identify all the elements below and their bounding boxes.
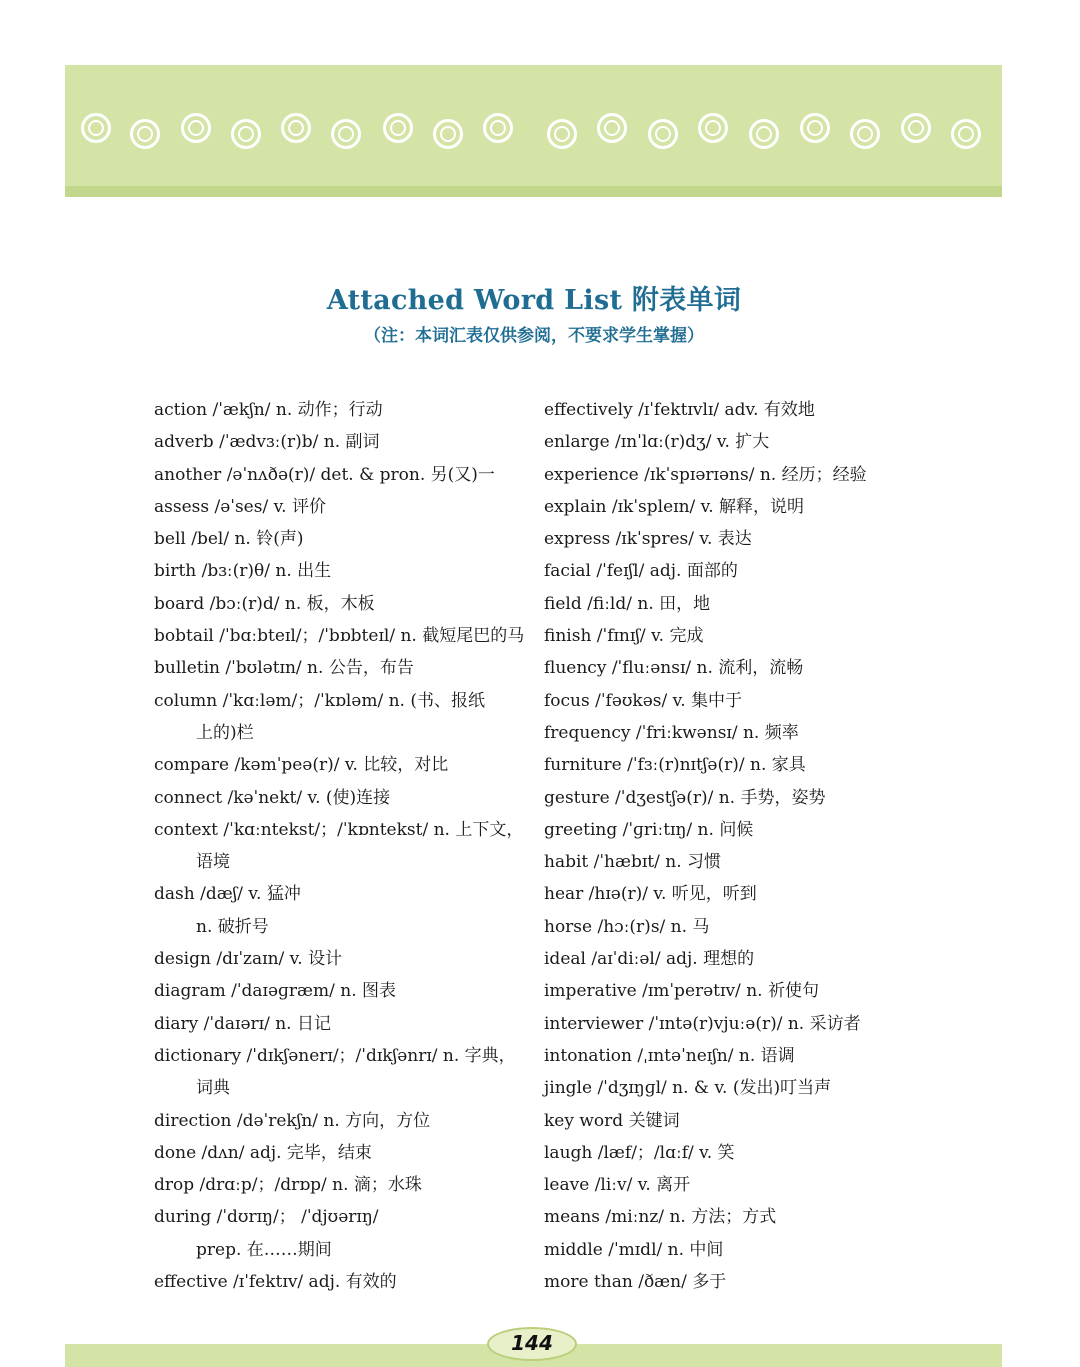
word-entry: dash /dæʃ/ v. 猛冲 <box>154 884 301 905</box>
ring-icon <box>698 113 728 143</box>
word-entry: diary /ˈdaɪərɪ/ n. 日记 <box>154 1013 331 1034</box>
word-entry: adverb /ˈædvɜː(r)b/ n. 副词 <box>154 432 380 453</box>
ring-icon <box>547 119 577 149</box>
word-entry: habit /ˈhæbɪt/ n. 习惯 <box>544 852 722 873</box>
word-entry: express /ɪkˈspres/ v. 表达 <box>544 529 752 550</box>
word-entry: frequency /ˈfriːkwənsɪ/ n. 频率 <box>544 722 799 743</box>
ring-icon <box>81 113 111 143</box>
word-entry: key word 关键词 <box>544 1110 680 1131</box>
ring-icon <box>281 113 311 143</box>
word-entry: drop /drɑːp/；/drɒp/ n. 滴；水珠 <box>154 1175 422 1196</box>
word-entry: bell /bel/ n. 铃(声) <box>154 529 304 550</box>
ring-icon <box>951 119 981 149</box>
word-entry: hear /hɪə(r)/ v. 听见，听到 <box>544 884 757 905</box>
word-entry: enlarge /ɪnˈlɑː(r)dʒ/ v. 扩大 <box>544 432 770 453</box>
word-list-right-column <box>544 394 944 1298</box>
word-entry: finish /ˈfɪnɪʃ/ v. 完成 <box>544 626 704 647</box>
ring-icon <box>383 113 413 143</box>
word-entry: context /ˈkɑːntekst/；/ˈkɒntekst/ n. 上下文， <box>154 819 524 840</box>
word-entry: interviewer /ˈɪntə(r)vjuːə(r)/ n. 采访者 <box>544 1013 861 1034</box>
word-entry: diagram /ˈdaɪəɡræm/ n. 图表 <box>154 981 397 1002</box>
ring-icon <box>749 119 779 149</box>
word-entry: ideal /aɪˈdiːəl/ adj. 理想的 <box>544 949 755 970</box>
word-entry: furniture /ˈfɜː(r)nɪtʃə(r)/ n. 家具 <box>544 755 806 776</box>
word-entry: focus /ˈfəʊkəs/ v. 集中于 <box>544 690 743 711</box>
word-entry: bulletin /ˈbʊlətɪn/ n. 公告，布告 <box>154 658 414 679</box>
word-entry-continuation: n. 破折号 <box>196 916 269 937</box>
ring-icon <box>181 113 211 143</box>
word-entry: facial /ˈfeɪʃl/ adj. 面部的 <box>544 561 738 582</box>
word-entry: column /ˈkɑːləm/；/ˈkɒləm/ n. (书、报纸 <box>154 690 485 711</box>
page-number: 144 <box>511 1331 553 1355</box>
word-entry: board /bɔː(r)d/ n. 板，木板 <box>154 593 375 614</box>
word-entry: more than /ðæn/ 多于 <box>544 1272 727 1293</box>
word-entry: intonation /ˌɪntəˈneɪʃn/ n. 语调 <box>544 1045 795 1066</box>
word-entry: gesture /ˈdʒestʃə(r)/ n. 手势，姿势 <box>544 787 826 808</box>
word-entry: horse /hɔː(r)s/ n. 马 <box>544 916 710 937</box>
word-entry: experience /ɪkˈspɪərɪəns/ n. 经历；经验 <box>544 464 867 485</box>
page-subtitle-note: （注：本词汇表仅供参阅，不要求学生掌握） <box>364 326 704 346</box>
word-entry: another /əˈnʌðə(r)/ det. & pron. 另(又)一 <box>154 464 495 485</box>
word-entry: direction /dəˈrekʃn/ n. 方向，方位 <box>154 1110 431 1131</box>
ring-icon <box>648 119 678 149</box>
word-entry: means /miːnz/ n. 方法；方式 <box>544 1207 777 1228</box>
word-entry: done /dʌn/ adj. 完毕，结束 <box>154 1142 372 1163</box>
word-entry: compare /kəmˈpeə(r)/ v. 比较，对比 <box>154 755 449 776</box>
word-entry-continuation: 上的)栏 <box>196 722 254 743</box>
ring-icon <box>331 119 361 149</box>
word-entry: during /ˈdʊrɪŋ/； /ˈdjʊərɪŋ/ <box>154 1207 379 1228</box>
word-entry: leave /liːv/ v. 离开 <box>544 1175 691 1196</box>
word-entry-continuation: 词典 <box>196 1078 230 1099</box>
word-entry: explain /ɪkˈspleɪn/ v. 解释，说明 <box>544 496 805 517</box>
word-entry: action /ˈækʃn/ n. 动作；行动 <box>154 400 383 420</box>
ring-icon <box>850 119 880 149</box>
ring-icon <box>901 113 931 143</box>
word-entry: assess /əˈses/ v. 评价 <box>154 496 326 517</box>
word-entry: birth /bɜː(r)θ/ n. 出生 <box>154 561 332 582</box>
word-list-left-column <box>154 394 534 1298</box>
word-entry: laugh /læf/；/lɑːf/ v. 笑 <box>544 1142 735 1163</box>
word-entry: greeting /ˈɡriːtɪŋ/ n. 问候 <box>544 819 754 840</box>
ring-icon <box>800 113 830 143</box>
page-title: Attached Word List 附表单词 <box>326 285 742 316</box>
word-entry: jingle /ˈdʒɪŋɡl/ n. & v. (发出)叮当声 <box>544 1078 832 1099</box>
ring-icon <box>231 119 261 149</box>
ring-icon <box>483 113 513 143</box>
decorative-rings <box>65 65 1002 197</box>
word-entry-continuation: 语境 <box>196 852 230 873</box>
word-entry: bobtail /ˈbɑːbteɪl/；/ˈbɒbteɪl/ n. 截短尾巴的马 <box>154 626 525 647</box>
word-entry: imperative /ɪmˈperətɪv/ n. 祈使句 <box>544 981 819 1002</box>
word-entry: effectively /ɪˈfektɪvlɪ/ adv. 有效地 <box>544 400 815 420</box>
ring-icon <box>597 113 627 143</box>
word-entry: dictionary /ˈdɪkʃənerɪ/；/ˈdɪkʃənrɪ/ n. 字典， <box>154 1045 516 1066</box>
banner-stripe <box>65 186 1002 197</box>
word-entry-continuation: prep. 在……期间 <box>196 1239 332 1260</box>
ring-icon <box>130 119 160 149</box>
word-entry: fluency /ˈfluːənsɪ/ n. 流利，流畅 <box>544 658 804 679</box>
word-entry: field /fiːld/ n. 田，地 <box>544 593 711 614</box>
ring-icon <box>433 119 463 149</box>
word-entry: middle /ˈmɪdl/ n. 中间 <box>544 1239 724 1260</box>
word-entry: effective /ɪˈfektɪv/ adj. 有效的 <box>154 1272 397 1293</box>
word-entry: design /dɪˈzaɪn/ v. 设计 <box>154 949 343 970</box>
word-entry: connect /kəˈnekt/ v. (使)连接 <box>154 787 391 808</box>
header-banner <box>65 65 1002 197</box>
